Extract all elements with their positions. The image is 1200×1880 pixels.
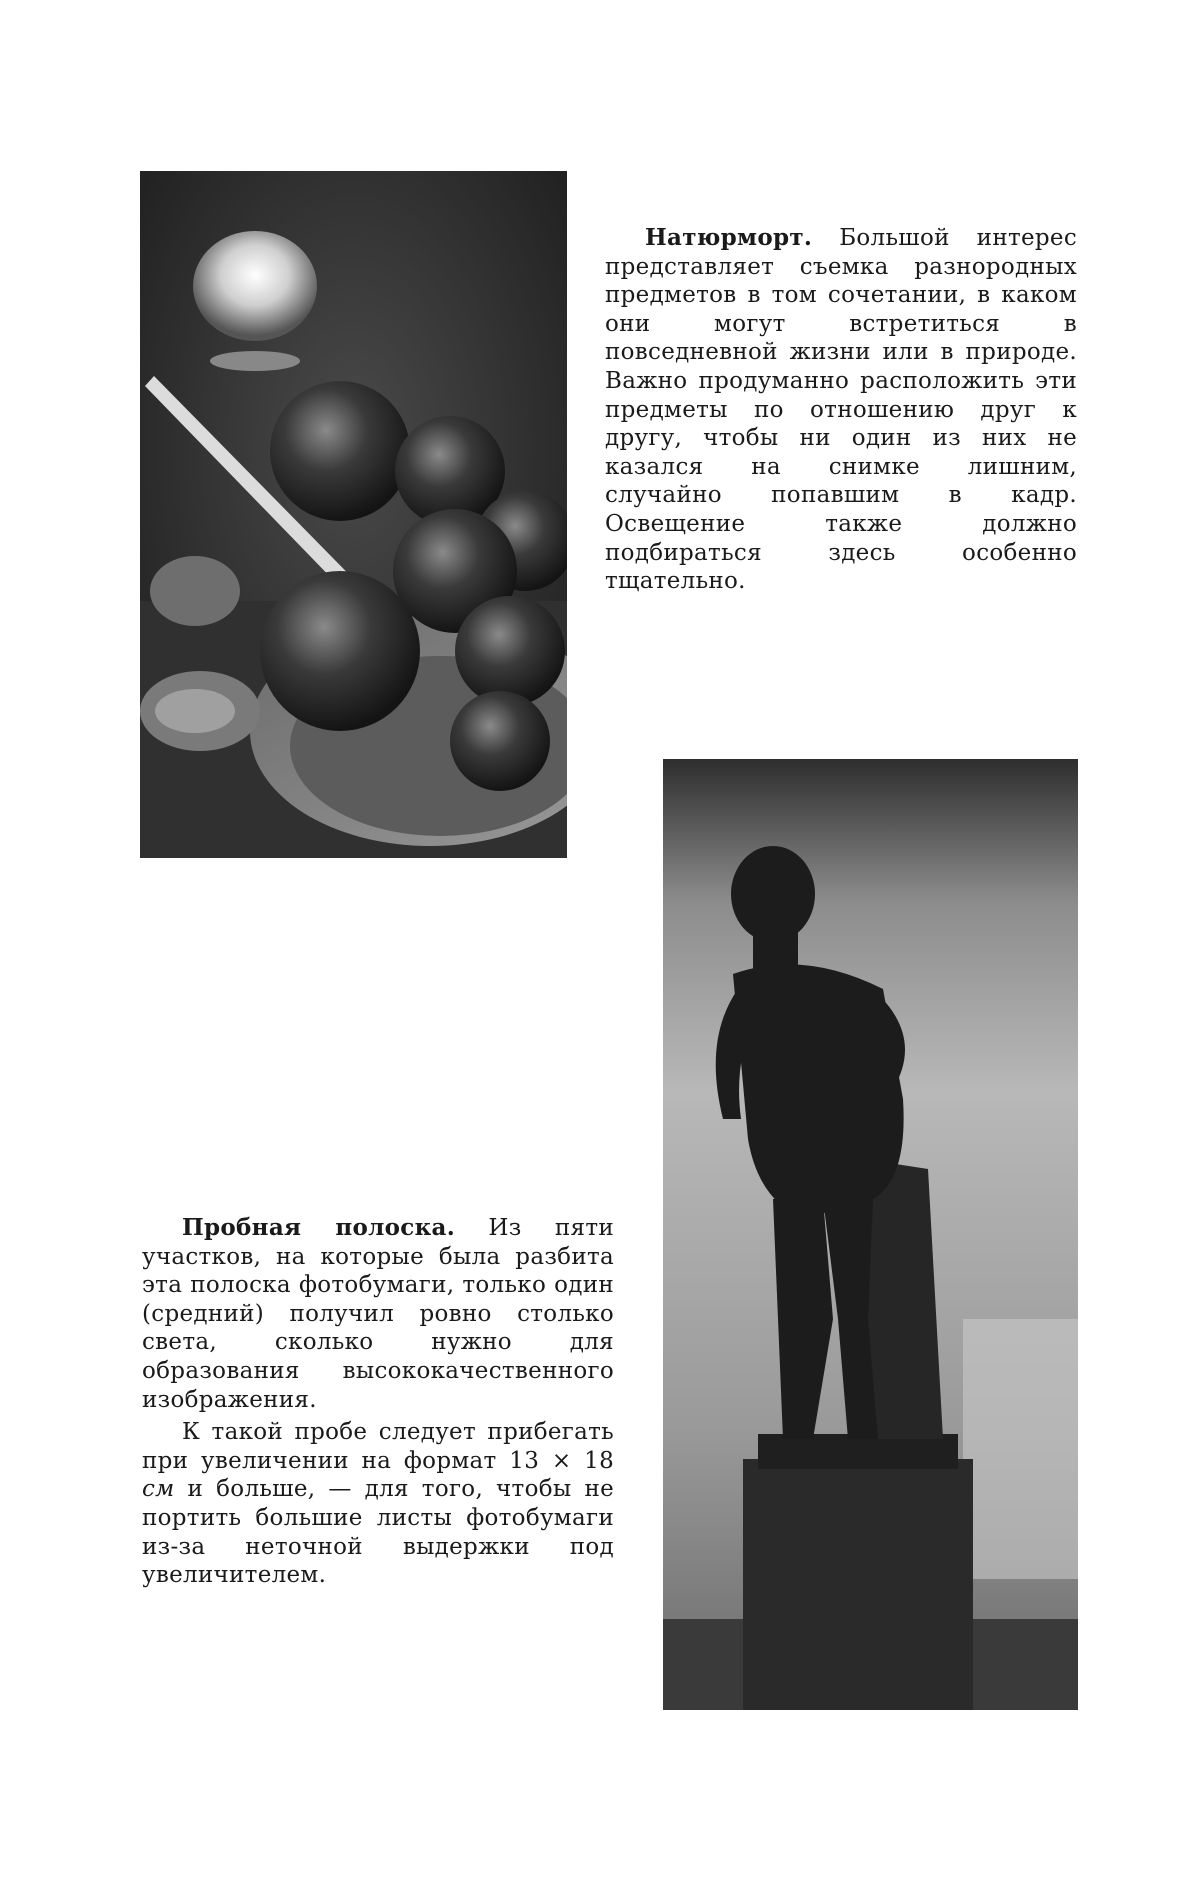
test-strip-caption-title: Пробная полоска. [182,1214,456,1241]
still-life-illustration [140,171,567,858]
statue-photo [663,759,1078,1710]
statue-illustration [663,759,1078,1710]
test-strip-caption [142,1214,614,1590]
still-life-caption-body: Большой интерес представляет съемка разнородных предметов в том сочетании, в каком они могут встретиться в повседневной жизни или в природе. Важно продуманно расположить эти предметы по отношению друг к другу, чтобы ни один из них не казался на снимке лишним, случайно попавшим в кадр. Освещение также должно подбираться здесь особенно тщательно. [605,225,1077,595]
test-strip-paragraph-2-end: и больше, — для того, чтобы не портить большие листы фотобумаги из-за неточной выдержки под увеличителем. [142,1476,614,1589]
still-life-caption-title: Натюрморт. [645,224,813,251]
test-strip-caption-body: Из пяти участков, на которые была разбита эта полоска фотобумаги, только один (средний) получил ровно столько света, сколько нужно для образования высококачественного изображения. [142,1215,614,1413]
test-strip-paragraph-2 [142,1418,614,1590]
still-life-paragraph [605,224,1077,596]
format-unit: см [142,1476,175,1503]
test-strip-paragraph-1 [142,1214,614,1414]
test-strip-paragraph-2-start: К такой пробе следует прибегать при увеличении на формат 13 × 18 [142,1419,614,1474]
still-life-photo [140,171,567,858]
still-life-caption [605,224,1077,596]
